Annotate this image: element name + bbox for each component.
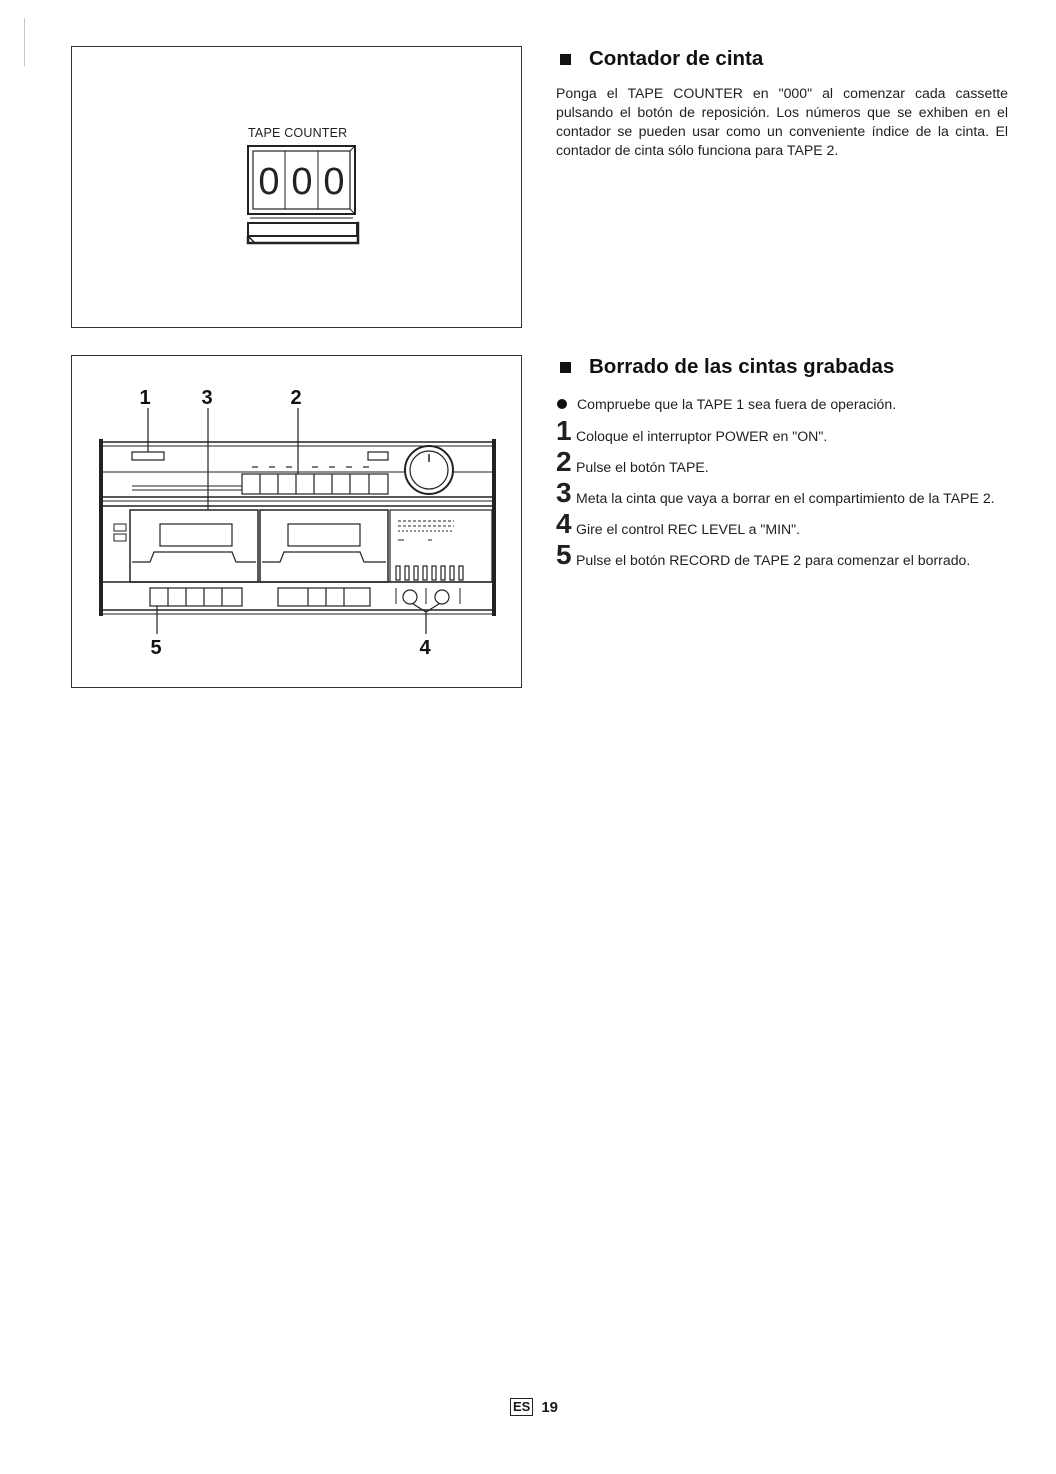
page-number: 19 [541, 1398, 559, 1416]
tape-counter-figure [71, 46, 522, 328]
step-4: 4 Gire el control REC LEVEL a "MIN". [556, 508, 801, 539]
section-title-erasing: Borrado de las cintas grabadas [556, 355, 1008, 379]
counter-reset-button [248, 223, 357, 236]
step-2: 2 Pulse el botón TAPE. [556, 446, 709, 477]
callout-3: 3 [201, 387, 213, 409]
callout-5: 5 [150, 637, 162, 659]
step-1: 1 Coloque el interruptor POWER en "ON". [556, 415, 828, 446]
language-badge: ES [510, 1398, 533, 1416]
tape-counter-section [556, 47, 1008, 160]
margin-rule [24, 18, 25, 66]
callout-2: 2 [290, 387, 302, 409]
callout-1: 1 [139, 387, 151, 409]
erasing-section [556, 355, 1008, 570]
section-title-tape-counter: Contador de cinta [556, 47, 1008, 71]
tape2-window [288, 524, 360, 546]
step-3: 3 Meta la cinta que vaya a borrar en el compartimiento de la TAPE 2. [556, 477, 995, 508]
rec-level-knob-left [403, 590, 417, 604]
rec-level-knob-right [435, 590, 449, 604]
tape1-operation-buttons [150, 588, 242, 606]
erasing-steps [556, 393, 1008, 570]
tape-counter-label: TAPE COUNTER [248, 126, 348, 140]
section-marker-icon [560, 362, 571, 373]
tape2-operation-buttons [278, 588, 370, 606]
counter-digit-1: 0 [258, 161, 280, 203]
step-5: 5 Pulse el botón RECORD de TAPE 2 para comenzar el borrado. [556, 539, 971, 570]
page-footer [510, 1398, 558, 1416]
counter-digit-2: 0 [291, 161, 313, 203]
tape-counter-illustration [72, 47, 520, 326]
callout-4: 4 [419, 637, 431, 659]
function-buttons [242, 474, 388, 494]
precondition-bullet: Compruebe que la TAPE 1 sea fuera de operación. [556, 393, 1008, 415]
tape-counter-paragraph: Ponga el TAPE COUNTER en "000" al comenzar cada cassette pulsando el botón de reposición. Los números que se exhiben en el contador se pueden usar como un conveniente índice de la cinta. El contador de cinta sólo funciona para TAPE 2. [556, 85, 1008, 158]
power-switch [132, 452, 164, 460]
bullet-icon [557, 399, 567, 409]
deck-front-panel-illustration [72, 356, 520, 686]
counter-digit-3: 0 [323, 161, 345, 203]
deck-front-panel-figure [71, 355, 522, 688]
tape1-window [160, 524, 232, 546]
section-marker-icon [560, 54, 571, 65]
